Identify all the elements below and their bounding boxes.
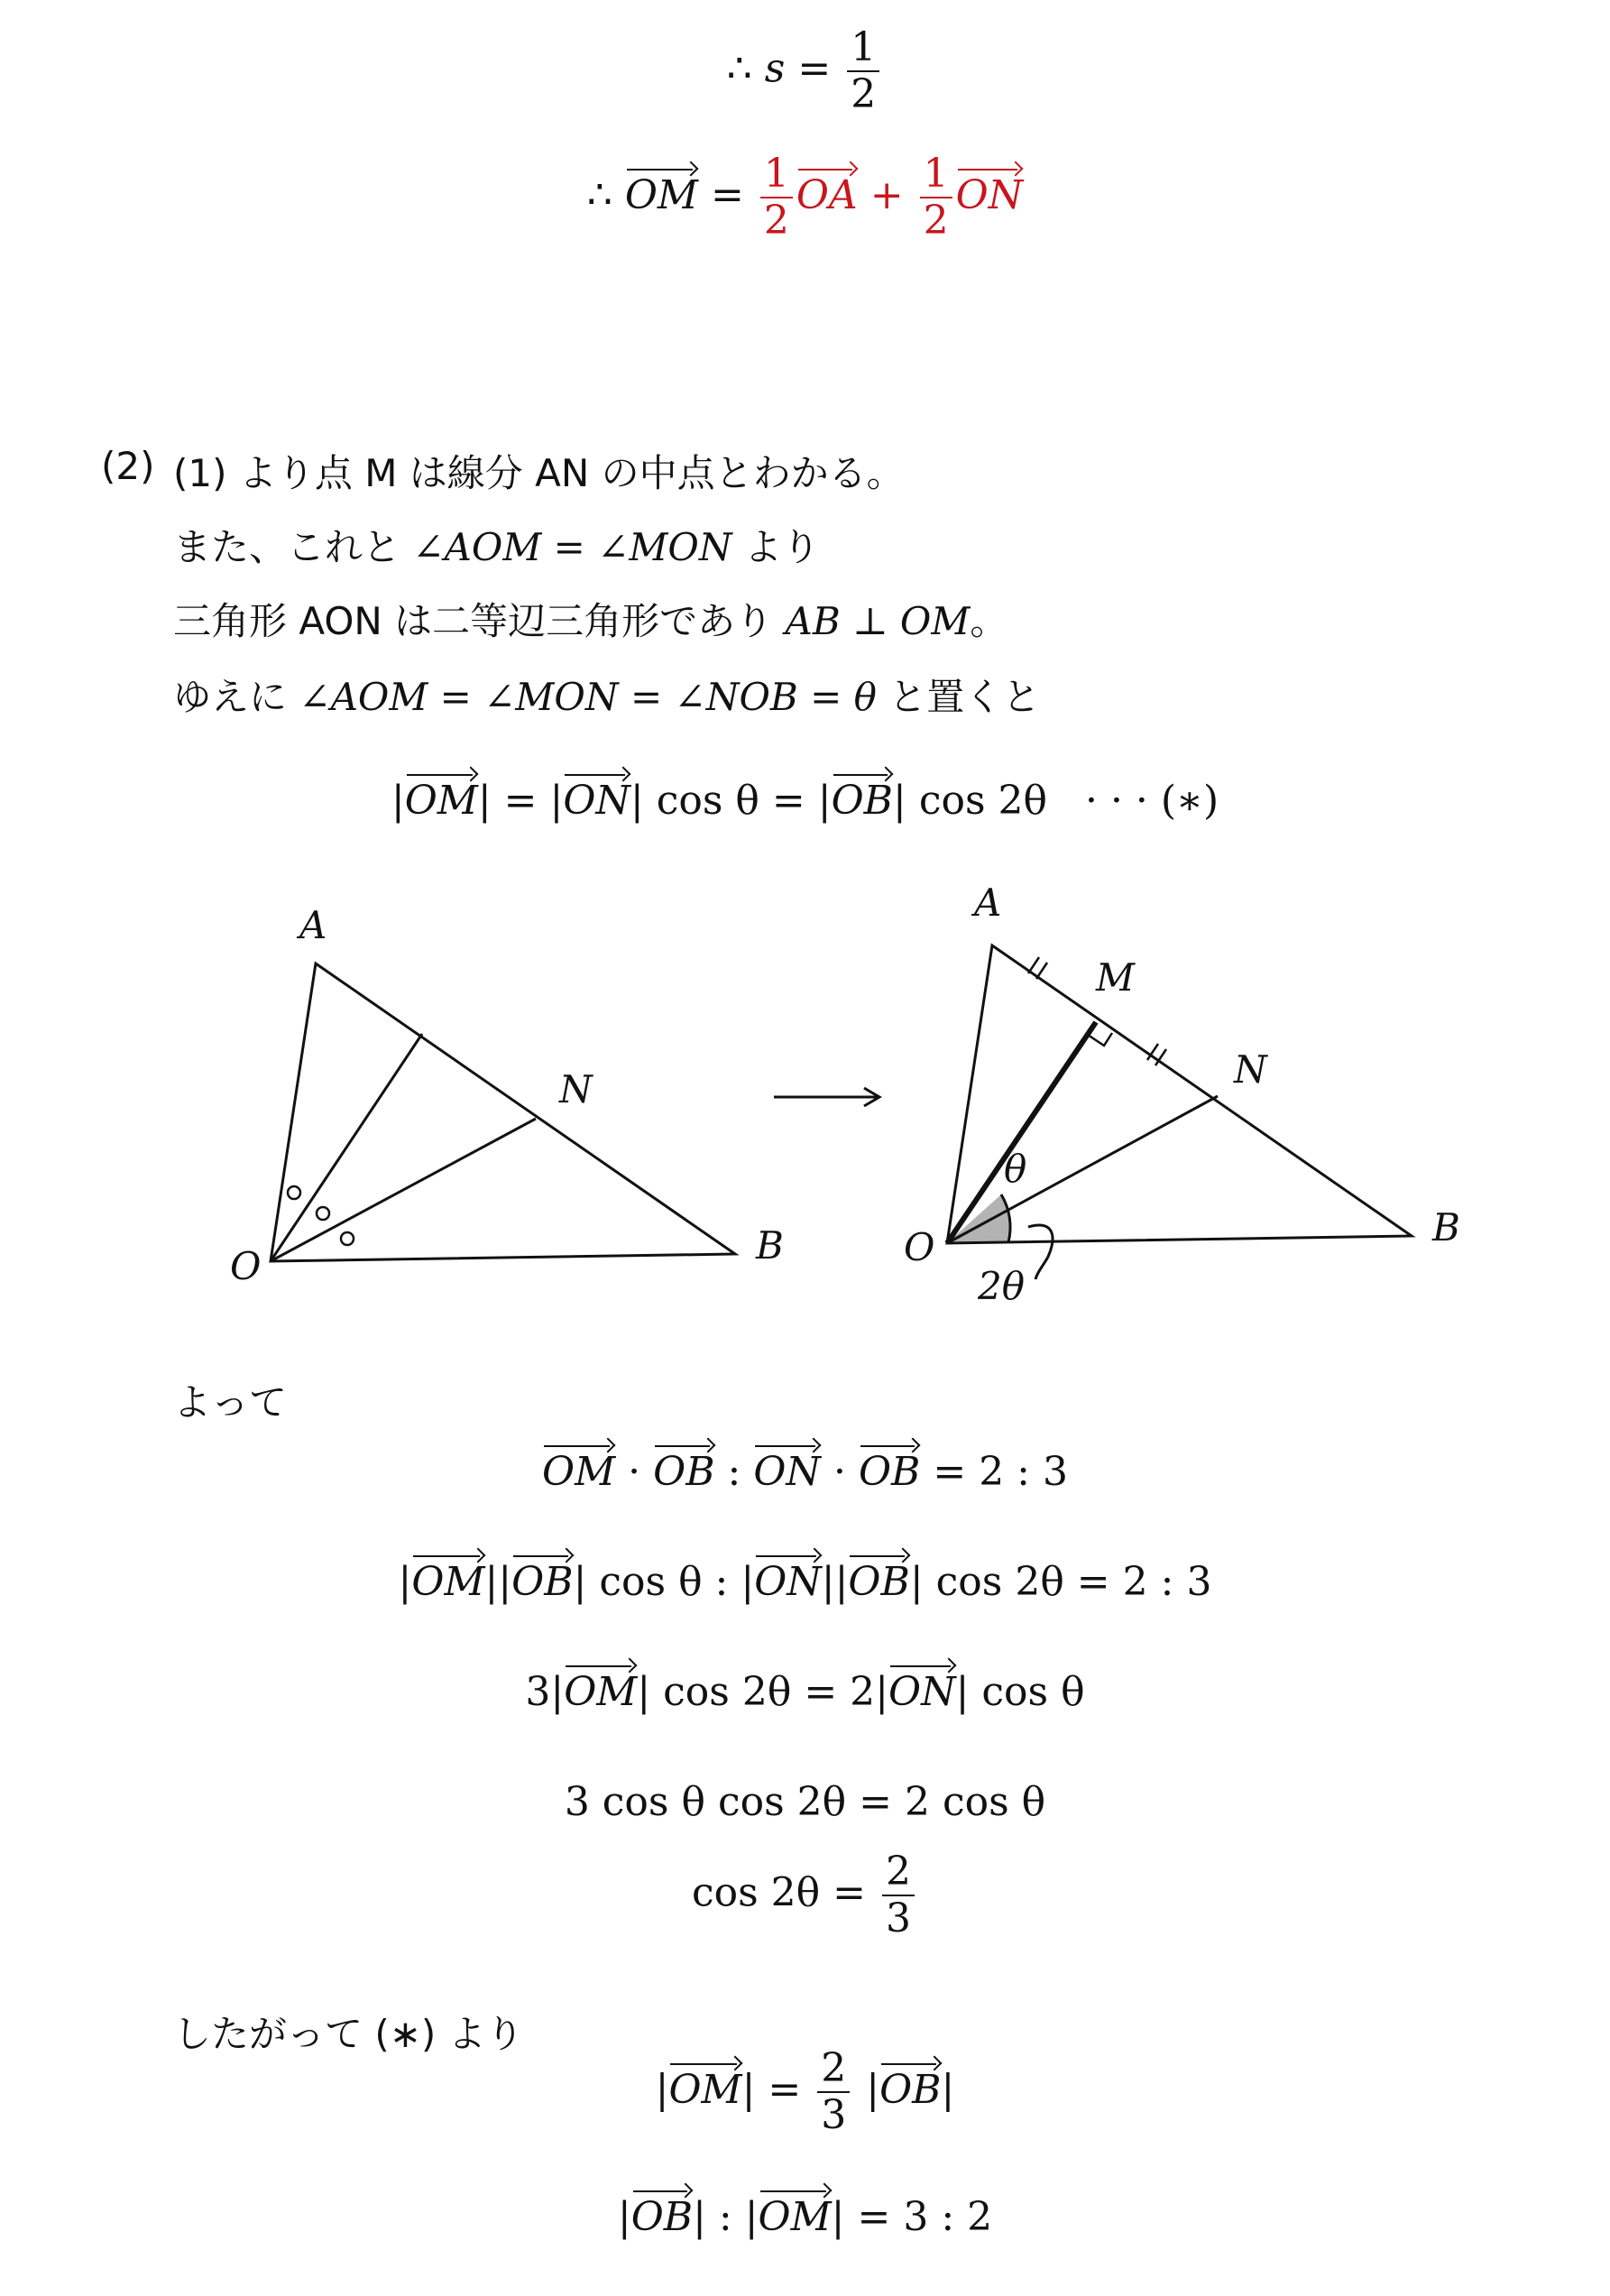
right-label-m: M (1096, 955, 1136, 1000)
magnitude-ratio-equation: |OM||OB| cos θ : |ON||OB| cos 2θ = 2 : 3 (0, 1546, 1610, 1605)
right-triangle (947, 945, 1412, 1243)
right-label-a: A (974, 881, 1002, 925)
cross-multiplied-equation: 3|OM| cos 2θ = 2|ON| cos θ (0, 1656, 1610, 1715)
one-half-fraction (920, 153, 952, 242)
vector-om: OM (542, 1436, 615, 1495)
line2-text-a: また、これと (173, 525, 401, 569)
vector-ob: OB (631, 2181, 693, 2240)
vector-on: ON (753, 1436, 821, 1495)
cos-two-theta-middle: cos 2θ = 2 (663, 1669, 876, 1715)
yotte-text: よって (173, 1380, 288, 1425)
om-red-expression (757, 151, 1024, 244)
fraction-numerator: 1 (920, 153, 952, 198)
part2-label: (2) (101, 444, 155, 488)
vector-on: ON (563, 765, 630, 824)
cos-two-theta-lhs: cos 2θ = (691, 1869, 867, 1916)
vector-ob: OB (653, 1436, 714, 1495)
equals-sign: = (797, 45, 832, 92)
part2-line3 (173, 592, 1007, 646)
fraction-denominator: 3 (821, 2092, 847, 2139)
coefficient-three: 3 (525, 1669, 551, 1715)
vector-om: OM (564, 1656, 637, 1715)
cos-two-theta-rhs: cos 2θ = 2 : 3 (935, 1559, 1212, 1605)
right-label-theta: θ (1004, 1147, 1027, 1191)
equal-angle-marks (288, 1186, 354, 1245)
triangle-diagram (0, 875, 1610, 1344)
part2-line1: (1) より点 M は線分 AN の中点とわかる。 (173, 451, 905, 495)
star-equation: |OM| = |ON| cos θ = |OB| cos 2θ · · · (∗) (0, 765, 1610, 824)
right-label-b: B (1432, 1205, 1460, 1249)
cosine-product-equation: 3 cos θ cos 2θ = 2 cos θ (564, 1779, 1046, 1825)
left-label-b: B (756, 1223, 784, 1268)
vector-om: OM (405, 765, 478, 824)
vector-on: ON (888, 1656, 956, 1715)
fraction-numerator: 1 (760, 153, 793, 198)
line3-text-a: 三角形 AON は二等辺三角形であり (173, 599, 774, 643)
one-half-fraction (847, 24, 879, 118)
cos-theta: cos θ (981, 1669, 1085, 1715)
right-label-n: N (1234, 1047, 1267, 1092)
equals-sign: = (771, 778, 805, 824)
left-label-a: A (299, 903, 327, 947)
vector-ob: OB (879, 2054, 941, 2113)
line4-text-b: と置くと (888, 675, 1041, 719)
one-half-fraction (760, 153, 793, 242)
fraction-numerator: 2 (817, 2048, 850, 2093)
s-variable: s (764, 45, 786, 92)
cos-theta: cos θ (656, 778, 759, 824)
vector-ob: OB (511, 1546, 573, 1605)
fraction-numerator: 1 (847, 27, 879, 72)
vector-om: OM (759, 2181, 832, 2240)
fraction-denominator: 2 (763, 198, 789, 244)
line3-text-b: 。 (970, 599, 1008, 643)
angle-equality-math: ∠AOM = ∠MON (412, 525, 732, 569)
cos-two-theta: cos 2θ (918, 778, 1047, 824)
s-result-equation (0, 24, 1610, 118)
vector-ob: OB (832, 765, 893, 824)
perpendicular-math: AB ⊥ OM (785, 599, 971, 643)
left-label-n: N (559, 1067, 593, 1111)
right-label-o: O (904, 1225, 935, 1269)
left-label-o: O (230, 1244, 262, 1288)
therefore-symbol: ∴ (586, 171, 612, 218)
therefore-symbol: ∴ (726, 45, 752, 92)
final-ratio-rhs: = 3 : 2 (857, 2194, 993, 2240)
dot-operator: · (628, 1449, 641, 1495)
dot-product-ratio-equation (0, 1436, 1610, 1495)
equals-sign: = (768, 2066, 802, 2113)
two-theta-arc (1028, 1225, 1053, 1279)
dot-operator: · (833, 1449, 846, 1495)
vector-om: OM (668, 2054, 741, 2113)
vector-on: ON (754, 1546, 822, 1605)
vector-oa: OA (796, 160, 858, 218)
equation-tag-star: · · · (∗) (1084, 778, 1219, 824)
segment-om (947, 1022, 1096, 1243)
fraction-denominator: 2 (851, 71, 877, 118)
ratio-colon: : (718, 2194, 732, 2240)
fraction-denominator: 3 (886, 1895, 912, 1942)
transform-arrow (774, 1088, 879, 1106)
om-magnitude-equation: |OM| = $\frac{2}{3}$ |OB| (655, 2045, 955, 2139)
cos-theta-colon: cos θ : (599, 1559, 729, 1605)
two-thirds-fraction (817, 2045, 850, 2139)
vector-ob: OB (859, 1436, 920, 1495)
equals-sign: = (503, 778, 538, 824)
part2-line4 (173, 668, 1040, 722)
angle-theta-math: ∠AOM = ∠MON = ∠NOB = θ (299, 675, 877, 719)
shitagatte-text: したがって (∗) より (173, 2012, 524, 2056)
plus-sign: + (869, 171, 904, 218)
ratio-rhs: = 2 : 3 (933, 1449, 1068, 1495)
equals-sign: = (710, 171, 744, 218)
right-label-two-theta: 2θ (978, 1264, 1026, 1308)
fraction-numerator: 2 (882, 1851, 915, 1896)
two-thirds-fraction (882, 1851, 915, 1940)
left-triangle (271, 964, 735, 1261)
ratio-colon: : (727, 1449, 741, 1495)
angle-theta-sector (947, 1194, 1010, 1243)
line2-text-b: より (743, 525, 820, 569)
vector-om: OM (411, 1546, 484, 1605)
vector-ob: OB (848, 1546, 909, 1605)
part2-line2 (173, 518, 820, 572)
fraction-denominator: 2 (923, 198, 949, 244)
vector-on: ON (956, 160, 1024, 218)
line4-text-a: ゆえに (173, 675, 288, 719)
right-angle-mark (1088, 1033, 1112, 1046)
final-ratio-equation: |OB| : |OM| = 3 : 2 (0, 2181, 1610, 2240)
om-result-equation (0, 153, 1610, 242)
cos-two-theta-result (0, 1851, 1610, 1940)
vector-om: OM (625, 160, 698, 218)
